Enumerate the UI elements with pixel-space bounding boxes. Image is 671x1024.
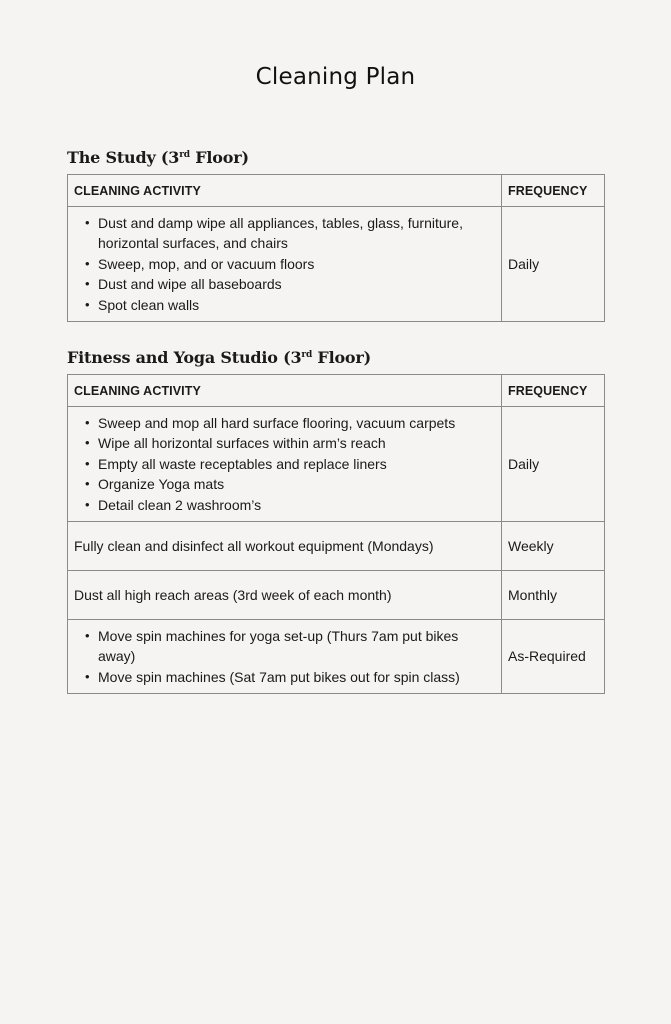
activity-item: • Empty all waste receptables and replace liners — [98, 454, 495, 474]
heading-text-suffix: Floor) — [312, 348, 371, 367]
section-heading — [67, 348, 604, 368]
activity-cell — [68, 620, 502, 694]
activity-cell — [68, 407, 502, 522]
activity-list — [74, 213, 495, 315]
activity-item: • Dust and damp wipe all appliances, tables, glass, furniture, horizontal surfaces, and chairs — [98, 213, 495, 254]
section-the-study — [67, 148, 604, 322]
activity-item: • Organize Yoga mats — [98, 474, 495, 494]
heading-text: Fitness and Yoga Studio (3 — [67, 348, 302, 367]
activity-item: • Move spin machines for yoga set-up (Thurs 7am put bikes away) — [98, 626, 495, 667]
cleaning-table — [67, 374, 605, 694]
document-title: Cleaning Plan — [255, 64, 416, 90]
activity-item: • Spot clean walls — [98, 295, 495, 315]
activity-cell — [68, 207, 502, 322]
table-row — [68, 207, 605, 322]
table-row — [68, 522, 605, 571]
activity-list — [74, 626, 495, 687]
table-row — [68, 620, 605, 694]
activity-item: • Wipe all horizontal surfaces within arm’s reach — [98, 433, 495, 453]
activity-cell: Dust all high reach areas (3rd week of each month) — [68, 571, 502, 620]
frequency-cell: Monthly — [502, 571, 605, 620]
frequency-cell: Weekly — [502, 522, 605, 571]
frequency-cell: Daily — [502, 407, 605, 522]
activity-cell: Fully clean and disinfect all workout equipment (Mondays) — [68, 522, 502, 571]
cleaning-table — [67, 174, 605, 322]
table-row — [68, 407, 605, 522]
activity-item: • Sweep, mop, and or vacuum floors — [98, 254, 495, 274]
table-header-row — [68, 375, 605, 407]
column-header-frequency: FREQUENCY — [502, 375, 605, 407]
heading-text-suffix: Floor) — [189, 148, 249, 167]
table-row — [68, 571, 605, 620]
column-header-activity: CLEANING ACTIVITY — [68, 175, 502, 207]
table-header-row — [68, 175, 605, 207]
heading-ordinal: rd — [301, 350, 313, 360]
heading-text: The Study (3 — [67, 148, 180, 167]
activity-item: • Sweep and mop all hard surface flooring, vacuum carpets — [98, 413, 495, 433]
heading-ordinal: rd — [179, 150, 190, 160]
activity-list — [74, 413, 495, 515]
activity-item: • Detail clean 2 washroom’s — [98, 495, 495, 515]
frequency-cell: As-Required — [502, 620, 605, 694]
section-heading — [67, 148, 604, 168]
frequency-cell: Daily — [502, 207, 605, 322]
column-header-frequency: FREQUENCY — [502, 175, 605, 207]
column-header-activity: CLEANING ACTIVITY — [68, 375, 502, 407]
activity-item: • Move spin machines (Sat 7am put bikes out for spin class) — [98, 667, 495, 687]
section-fitness-yoga-studio — [67, 348, 604, 694]
activity-item: • Dust and wipe all baseboards — [98, 274, 495, 294]
